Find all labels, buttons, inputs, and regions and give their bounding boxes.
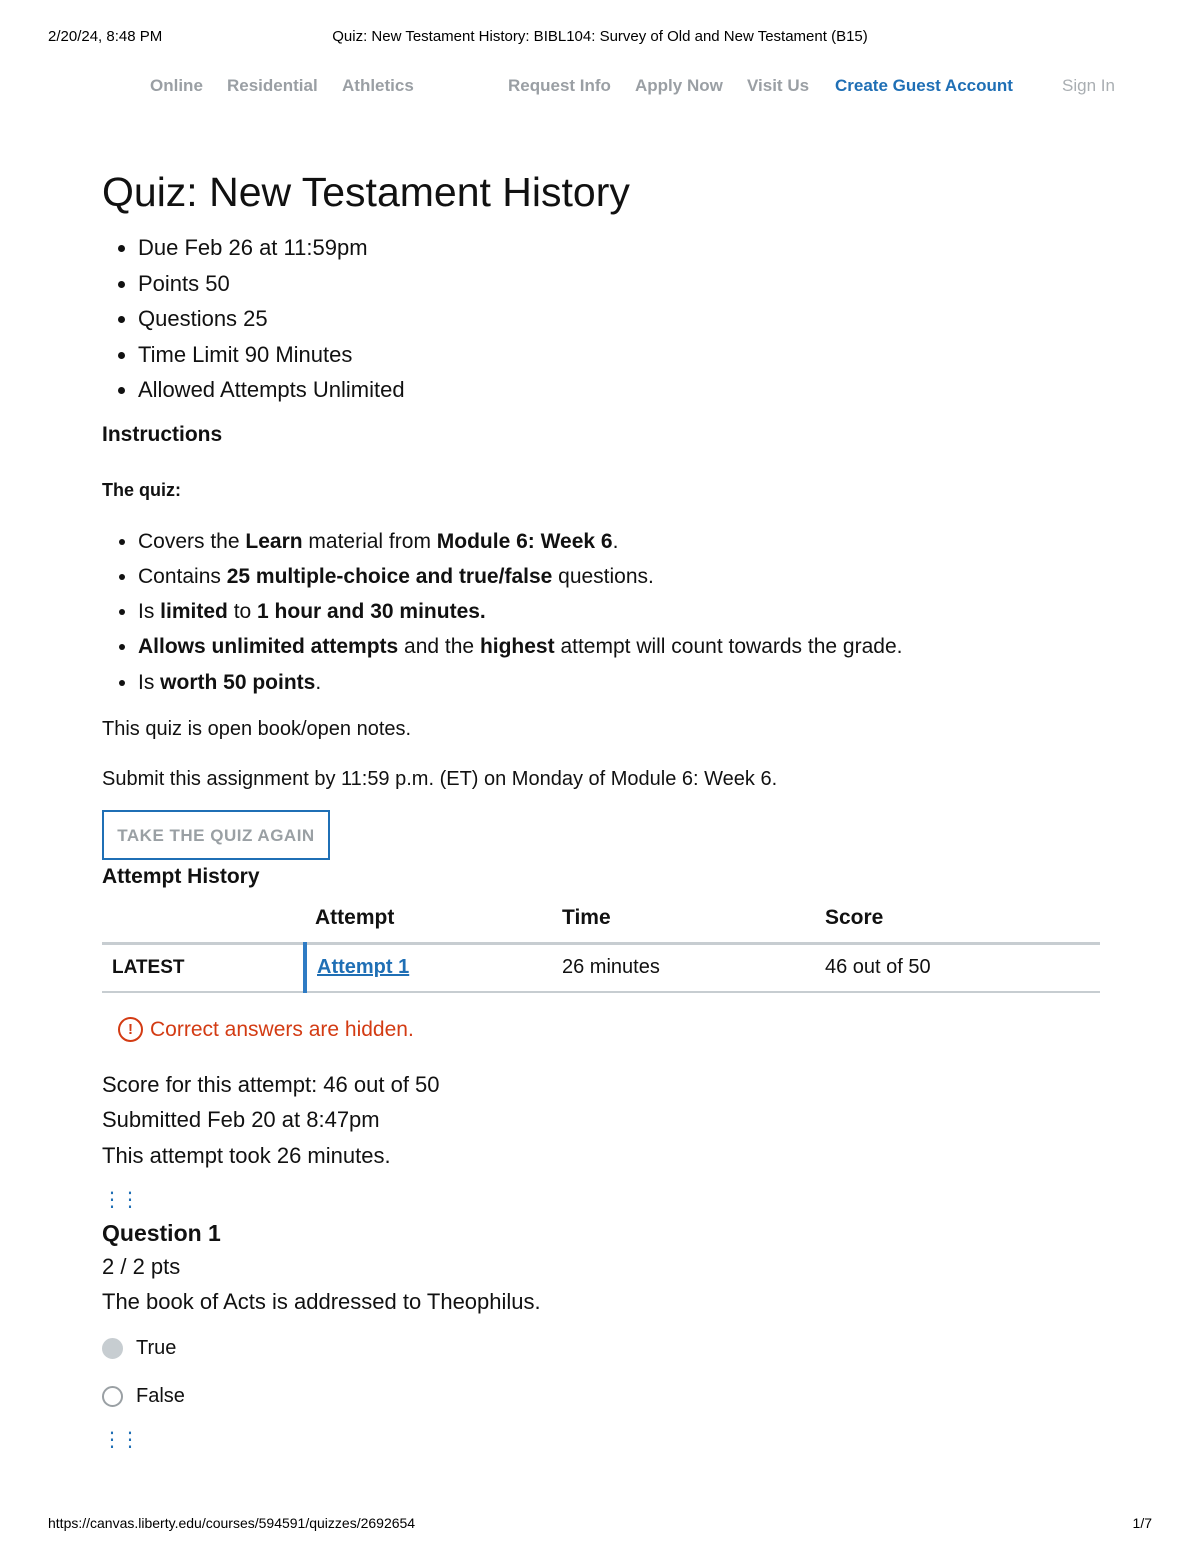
radio-unselected-icon[interactable] (102, 1386, 123, 1407)
submit-note: Submit this assignment by 11:59 p.m. (ET) on Monday of Module 6: Week 6. (102, 767, 778, 790)
print-datetime: 2/20/24, 8:48 PM (48, 28, 163, 45)
print-url: https://canvas.liberty.edu/courses/594591/quizzes/2692654 (48, 1515, 416, 1531)
latest-label: LATEST (102, 943, 305, 992)
attempt-1-link[interactable]: Attempt 1 (317, 956, 410, 979)
attempt-duration-text: This attempt took 26 minutes. (102, 1142, 391, 1168)
rule-covers: • Covers the Learn material from Module 6: Week 6. (138, 524, 1102, 559)
question-points: 2 / 2 pts (102, 1254, 181, 1280)
drag-handle-icon[interactable]: ⋮⋮ (102, 1189, 138, 1212)
nav-sign-in[interactable]: Sign In (1062, 76, 1115, 95)
correct-answers-hidden-alert (118, 1015, 1102, 1045)
attempt-score: 46 out of 50 (815, 943, 1100, 992)
attempt-history-heading: Attempt History (102, 864, 260, 888)
answer-option-label: False (136, 1384, 185, 1407)
take-quiz-again-button[interactable]: TAKE THE QUIZ AGAIN (102, 810, 330, 860)
nav-athletics[interactable]: Athletics (342, 76, 414, 95)
answer-option-false[interactable] (102, 1377, 1102, 1415)
rule-limited: • Is limited to 1 hour and 30 minutes. (138, 594, 1102, 629)
rule-contains: • Contains 25 multiple-choice and true/false questions. (138, 559, 1102, 594)
instructions-heading: Instructions (102, 422, 223, 446)
attempt-score-text: Score for this attempt: 46 out of 50 (102, 1071, 440, 1097)
top-navigation (150, 76, 1116, 100)
detail-due: • Due Feb 26 at 11:59pm (138, 230, 1102, 266)
print-page-number: 1/7 (1132, 1515, 1152, 1531)
attempt-cell (305, 943, 552, 992)
detail-time-limit: • Time Limit 90 Minutes (138, 337, 1102, 373)
detail-points: • Points 50 (138, 266, 1102, 302)
radio-selected-icon[interactable] (102, 1338, 123, 1359)
attempt-time: 26 minutes (552, 943, 815, 992)
attempt-submitted-text: Submitted Feb 20 at 8:47pm (102, 1107, 380, 1133)
open-book-note: This quiz is open book/open notes. (102, 717, 412, 740)
exclamation-circle-icon: ! (118, 1017, 143, 1042)
question-text: The book of Acts is addressed to Theophilus. (102, 1289, 541, 1315)
rule-worth: • Is worth 50 points. (138, 665, 1102, 700)
nav-request-info[interactable]: Request Info (508, 76, 611, 95)
column-header-attempt: Attempt (305, 906, 552, 944)
quiz-rules-list (102, 524, 1102, 700)
nav-create-guest-account[interactable]: Create Guest Account (835, 76, 1013, 95)
alert-text: Correct answers are hidden. (150, 1017, 414, 1041)
nav-visit-us[interactable]: Visit Us (747, 76, 810, 95)
page-title: Quiz: New Testament History (102, 169, 630, 215)
print-header (48, 28, 1152, 48)
question-title: Question 1 (102, 1220, 221, 1247)
nav-online[interactable]: Online (150, 76, 203, 95)
detail-attempts: • Allowed Attempts Unlimited (138, 372, 1102, 408)
answer-option-label: True (136, 1336, 177, 1359)
quiz-details-list (102, 230, 1102, 408)
attempt-history-table (102, 906, 1100, 993)
print-footer (48, 1515, 1152, 1535)
table-row (102, 943, 1100, 992)
quiz-label: The quiz: (102, 479, 181, 500)
nav-apply-now[interactable]: Apply Now (635, 76, 723, 95)
drag-handle-icon[interactable]: ⋮⋮ (102, 1429, 138, 1452)
attempt-summary (102, 1067, 1102, 1174)
quiz-content (102, 166, 1102, 1455)
column-header-time: Time (552, 906, 815, 944)
answer-option-true[interactable] (102, 1329, 1102, 1367)
nav-residential[interactable]: Residential (227, 76, 318, 95)
table-header-row (102, 906, 1100, 944)
detail-questions: • Questions 25 (138, 301, 1102, 337)
rule-attempts: • Allows unlimited attempts and the highest attempt will count towards the grade. (138, 629, 1102, 664)
column-header-blank (102, 906, 305, 944)
column-header-score: Score (815, 906, 1100, 944)
print-document-title: Quiz: New Testament History: BIBL104: Survey of Old and New Testament (B15) (332, 28, 868, 45)
